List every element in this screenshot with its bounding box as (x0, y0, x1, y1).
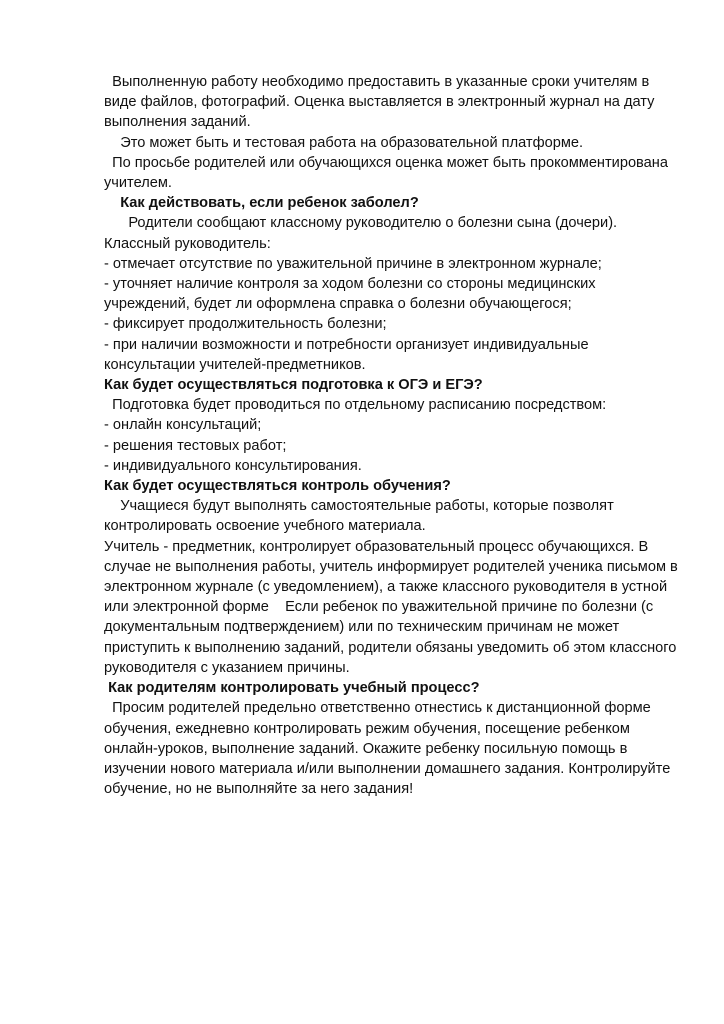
heading-learning-control: Как будет осуществляться контроль обучения? (104, 478, 451, 495)
paragraph-test-platform: Это может быть и тестовая работа на образовательной платформе. (104, 134, 584, 151)
paragraph-grade-comment: По просьбе родителей или обучающихся оценка может быть прокомментирована учителем. (104, 154, 673, 192)
list-item: - фиксирует продолжительность болезни; (104, 316, 387, 333)
list-item: - отмечает отсутствие по уважительной причине в электронном журнале; (104, 255, 602, 272)
paragraph-submission: Выполненную работу необходимо предоставить в указанные сроки учителям в виде файлов, фотографий. Оценка выставляется в электронный журнал на дату выполнения заданий. (104, 74, 659, 131)
list-item: - уточняет наличие контроля за ходом болезни со стороны медицинских учреждений, будет ли оформлена справка о болезни обучающегося; (104, 276, 600, 313)
heading-exam-prep: Как будет осуществляться подготовка к ОГЭ и ЕГЭ? (104, 377, 483, 394)
list-item: - при наличии возможности и потребности организует индивидуальные консультации учителей-предметников. (104, 336, 593, 373)
paragraph-parents-inform: Родители сообщают классному руководителю о болезни сына (дочери). (104, 215, 618, 232)
paragraph-parent-responsibility: Просим родителей предельно ответственно отнестись к дистанционной форме обучения, ежедневно контролировать режим обучения, посещение ребенком онлайн-уроков, выполнение заданий. Окажите ребенку посильную помощь в изучении нового материала и/или выполнении домашнего задания. Контролируйте обучение, но не выполняйте за него задания! (104, 700, 675, 798)
list-item: - решения тестовых работ; (104, 437, 287, 454)
paragraph-teacher-control: Учитель - предметник, контролирует образовательный процесс обучающихся. В случае не выполнения работы, учитель информирует родителей ученика письмом в электронном журнале (с уведомлением), а также классного руководителя в устной или электронной форме Если ребенок по уважительной причине по болезни (с документальным подтверждением) или по техническим причинам не может приступить к выполнению заданий, родители обязаны уведомить об этом классного руководителя с указанием причины. (104, 538, 682, 676)
paragraph-class-teacher: Классный руководитель: (104, 235, 271, 252)
list-item: - индивидуального консультирования. (104, 457, 362, 474)
paragraph-exam-schedule: Подготовка будет проводиться по отдельному расписанию посредством: (104, 397, 607, 414)
document-body (104, 72, 682, 799)
paragraph-independent-work: Учащиеся будут выполнять самостоятельные работы, которые позволят контролировать освоение учебного материала. (104, 498, 618, 535)
heading-child-sick: Как действовать, если ребенок заболел? (104, 195, 419, 212)
list-item: - онлайн консультаций; (104, 417, 262, 434)
heading-parent-control: Как родителям контролировать учебный процесс? (104, 680, 480, 697)
